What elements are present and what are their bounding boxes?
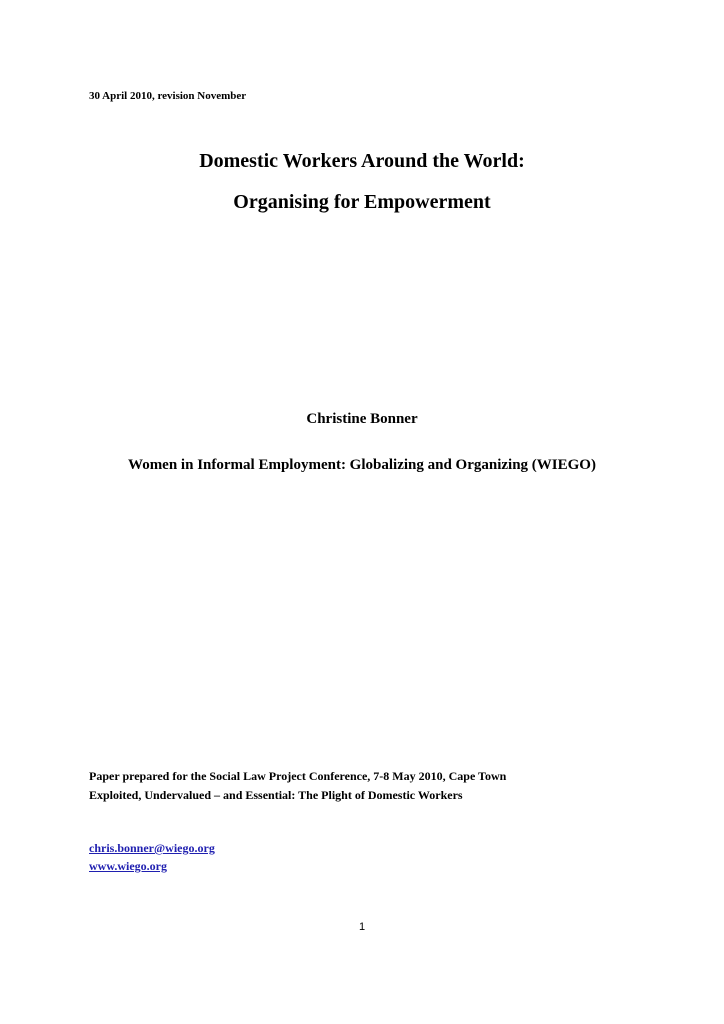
website-link[interactable]: www.wiego.org [89,859,167,873]
date-line: 30 April 2010, revision November [89,90,247,102]
email-link[interactable]: chris.bonner@wiego.org [89,841,215,855]
organization-name: Women in Informal Employment: Globalizing and Organizing (WIEGO) [128,457,596,473]
title-line-1: Domestic Workers Around the World: [199,150,525,172]
conference-note: Paper prepared for the Social Law Project Conference, 7-8 May 2010, Cape Town [89,769,507,783]
author-name: Christine Bonner [306,411,418,427]
conference-subtitle: Exploited, Undervalued – and Essential: The Plight of Domestic Workers [89,788,463,802]
page-number: 1 [358,921,366,933]
title-line-2: Organising for Empowerment [233,191,491,213]
